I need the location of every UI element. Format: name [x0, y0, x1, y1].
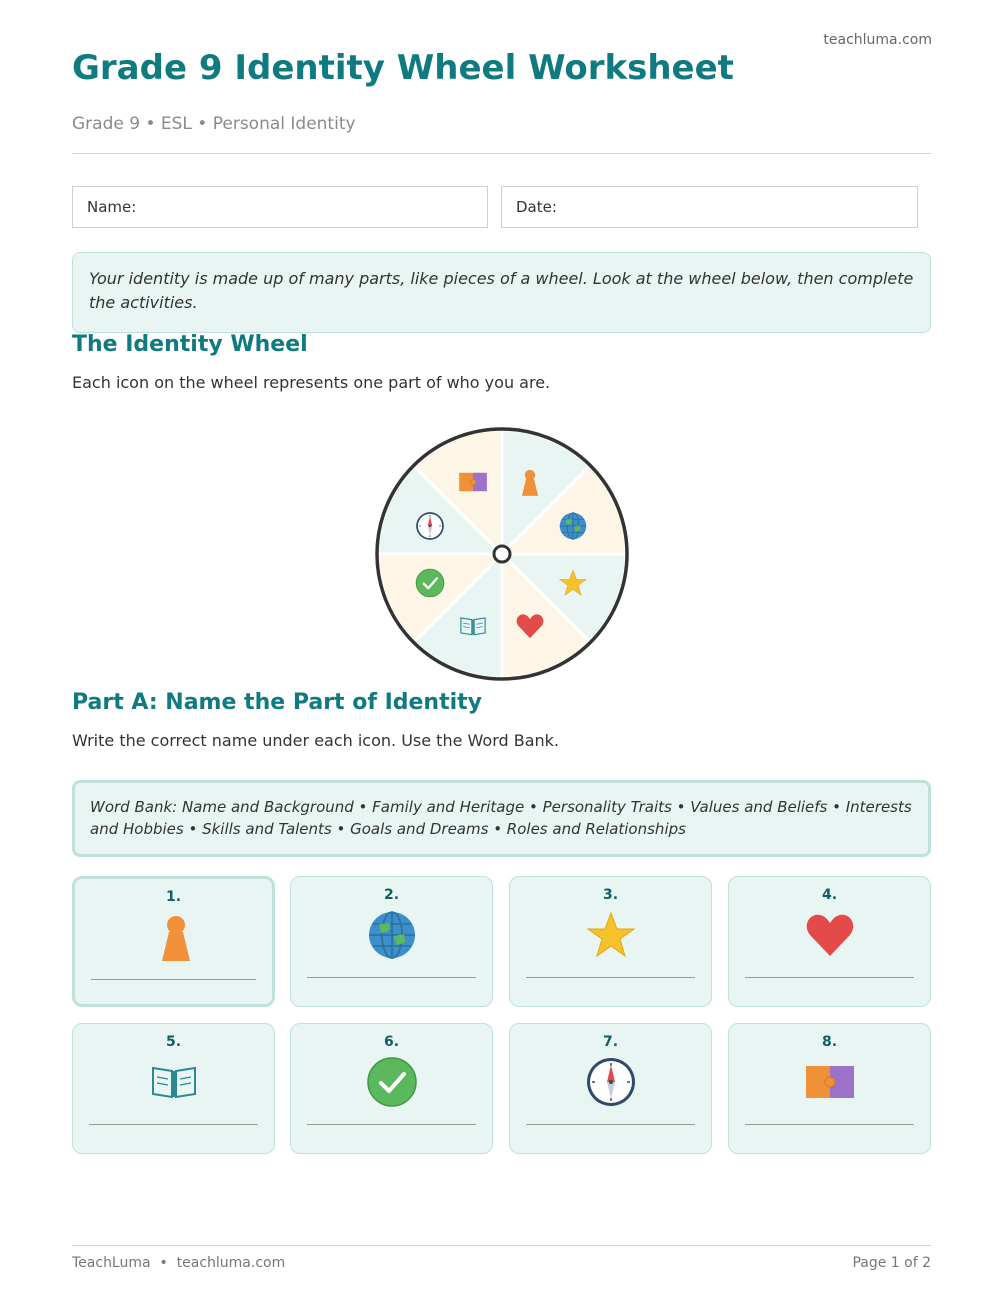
answer-line[interactable]: [307, 977, 476, 978]
card-number: 4.: [821, 887, 838, 903]
icon-card-5[interactable]: [72, 1023, 275, 1154]
site-url[interactable]: teachluma.com: [823, 32, 932, 48]
answer-line[interactable]: [307, 1124, 476, 1125]
heart-icon: [804, 909, 856, 961]
wheel-icon-check: [416, 569, 444, 597]
identity-wheel: [375, 427, 629, 681]
wheel-icon-compass: [416, 512, 444, 540]
card-number: 1.: [165, 889, 182, 905]
icon-card-6[interactable]: [290, 1023, 493, 1154]
card-number: 6.: [383, 1034, 400, 1050]
wheel-icon-globe: [560, 513, 587, 540]
answer-line[interactable]: [745, 977, 914, 978]
answer-line[interactable]: [745, 1124, 914, 1125]
page-number: Page 1 of 2: [852, 1255, 931, 1271]
answer-line[interactable]: [526, 977, 695, 978]
date-label: Date:: [516, 198, 557, 216]
date-field[interactable]: [501, 186, 918, 228]
answer-line[interactable]: [526, 1124, 695, 1125]
page-title: Grade 9 Identity Wheel Worksheet: [72, 48, 734, 88]
page-subtitle: Grade 9 • ESL • Personal Identity: [72, 114, 356, 134]
wheel-hub: [494, 546, 510, 562]
check-icon: [366, 1056, 418, 1108]
intro-text: Your identity is made up of many parts, like pieces of a wheel. Look at the wheel below, then complete the activities.: [89, 269, 914, 312]
answer-line[interactable]: [89, 1124, 258, 1125]
answer-line[interactable]: [91, 979, 256, 980]
footer-divider: [72, 1245, 931, 1246]
icon-card-3[interactable]: [509, 876, 712, 1007]
card-number: 5.: [165, 1034, 182, 1050]
icon-card-8[interactable]: [728, 1023, 931, 1154]
wheel-description: Each icon on the wheel represents one part of who you are.: [72, 373, 551, 392]
name-label: Name:: [87, 198, 137, 216]
card-number: 8.: [821, 1034, 838, 1050]
icon-card-1[interactable]: [72, 876, 275, 1007]
word-bank: [72, 780, 931, 857]
card-number: 2.: [383, 887, 400, 903]
compass-icon: [585, 1056, 637, 1108]
part-a-heading: Part A: Name the Part of Identity: [72, 690, 482, 715]
puzzle-icon: [804, 1056, 856, 1108]
word-bank-text: Word Bank: Name and Background • Family and Heritage • Personality Traits • Values and Beliefs • Interests and Hobbies • Skills and Talents • Goals and Dreams • Roles and Relationships: [90, 798, 912, 838]
wheel-heading: The Identity Wheel: [72, 332, 308, 357]
name-field[interactable]: [72, 186, 488, 228]
star-icon: [585, 909, 637, 961]
book-icon: [148, 1056, 200, 1108]
intro-box: [72, 252, 931, 333]
icon-card-4[interactable]: [728, 876, 931, 1007]
icon-card-7[interactable]: [509, 1023, 712, 1154]
part-a-instructions: Write the correct name under each icon. Use the Word Bank.: [72, 731, 560, 750]
wheel-icon-puzzle: [459, 473, 487, 491]
person-icon: [150, 911, 202, 963]
card-number: 3.: [602, 887, 619, 903]
footer-brand: TeachLuma • teachluma.com: [72, 1255, 286, 1271]
card-number: 7.: [602, 1034, 619, 1050]
globe-icon: [366, 909, 418, 961]
icon-card-2[interactable]: [290, 876, 493, 1007]
header-divider: [72, 153, 931, 154]
